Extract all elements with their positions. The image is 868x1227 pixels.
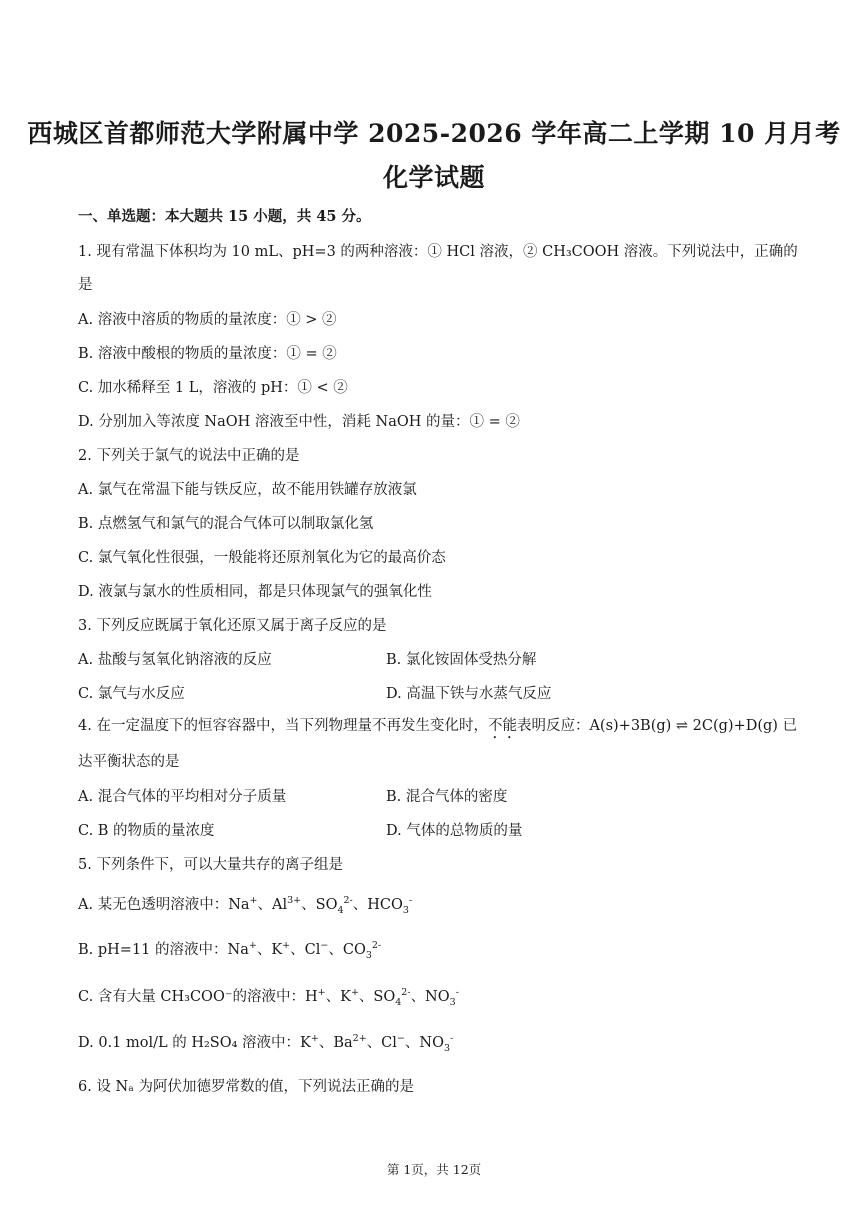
q2-option-a: A. 氯气在常温下能与铁反应，故不能用铁罐存放液氯: [78, 482, 417, 498]
q4-option-c: C. B 的物质的量浓度: [78, 823, 215, 839]
q3-option-b: B. 氯化铵固体受热分解: [386, 652, 537, 668]
q4-stem-post: 表明反应：A(s)+3B(g) ⇌ 2C(g)+D(g) 已: [516, 718, 798, 734]
page-number: 第 1页，共 12页: [386, 1162, 482, 1177]
q1-option-c: C. 加水稀释至 1 L，溶液的 pH：① < ②: [78, 380, 348, 396]
q5-option-c-label: C. 含有大量 CH₃COO⁻的溶液中：: [78, 989, 305, 1005]
q2-option-b: B. 点燃氢气和氯气的混合气体可以制取氯化氢: [78, 516, 374, 532]
q4-stem: [78, 714, 797, 742]
q1-stem-cont: 是: [78, 277, 93, 293]
q4-option-a: A. 混合气体的平均相对分子质量: [78, 789, 287, 805]
q1-option-d: D. 分别加入等浓度 NaOH 溶液至中性，消耗 NaOH 的量：① = ②: [78, 414, 520, 430]
q5-option-a-label: A. 某无色透明溶液中：: [78, 897, 229, 913]
q5-option-d-label: D. 0.1 mol/L 的 H₂SO₄ 溶液中：: [78, 1035, 301, 1051]
q3-option-a: A. 盐酸与氢氧化钠溶液的反应: [78, 652, 272, 668]
q5-option-d-ions: K+、$Ba^{2+}$、Cl−、$NO_3^-$: [300, 1033, 454, 1054]
q2-option-d: D. 液氯与氯水的性质相同，都是只体现氯气的强氧化性: [78, 584, 432, 600]
q3-stem: 3. 下列反应既属于氧化还原又属于离子反应的是: [78, 618, 387, 634]
q4-stem-emphasis: 不能: [487, 718, 517, 734]
q5-option-b: [78, 938, 381, 959]
q4-option-d: D. 气体的总物质的量: [386, 823, 523, 839]
exam-subject: 化学试题: [382, 163, 485, 192]
q5-option-a-ions: Na+、$Al^{3+}$、$SO_4^{2-}$、$HCO_3^-$: [228, 895, 413, 916]
q6-stem: 6. 设 Nₐ 为阿伏加德罗常数的值，下列说法正确的是: [78, 1079, 414, 1095]
q4-option-b: B. 混合气体的密度: [386, 789, 508, 805]
q1-stem: 1. 现有常温下体积均为 10 mL、pH=3 的两种溶液：① HCl 溶液，② CH₃COOH 溶液。下列说法中，正确的: [78, 244, 798, 260]
q1-option-a: A. 溶液中溶质的物质的量浓度：① > ②: [78, 312, 337, 328]
q5-stem: 5. 下列条件下，可以大量共存的离子组是: [78, 857, 343, 873]
q5-option-c-ions: H+、K+、$SO_4^{2-}$、$NO_3^-$: [304, 987, 459, 1008]
q4-stem-pre: 4. 在一定温度下的恒容容器中，当下列物理量不再发生变化时，: [78, 718, 488, 734]
q5-option-c: [78, 985, 459, 1006]
q3-option-c: C. 氯气与水反应: [78, 686, 185, 702]
q5-option-a: [78, 893, 412, 914]
q2-stem: 2. 下列关于氯气的说法中正确的是: [78, 448, 300, 464]
q1-option-b: B. 溶液中酸根的物质的量浓度：① = ②: [78, 346, 337, 362]
section-heading: 一、单选题：本大题共 15 小题，共 45 分。: [78, 208, 371, 225]
exam-title: 西城区首都师范大学附属中学 2025-2026 学年高二上学期 10 月月考: [27, 119, 841, 148]
q5-option-b-label: B. pH=11 的溶液中：: [78, 942, 228, 958]
q5-option-d: [78, 1031, 453, 1052]
q4-stem-cont: 达平衡状态的是: [78, 754, 180, 770]
q2-option-c: C. 氯气氧化性很强，一般能将还原剂氧化为它的最高价态: [78, 550, 446, 566]
q5-option-b-ions: Na+、K+、Cl−、$CO_3^{2-}$: [227, 940, 382, 961]
q3-option-d: D. 高温下铁与水蒸气反应: [386, 686, 552, 702]
